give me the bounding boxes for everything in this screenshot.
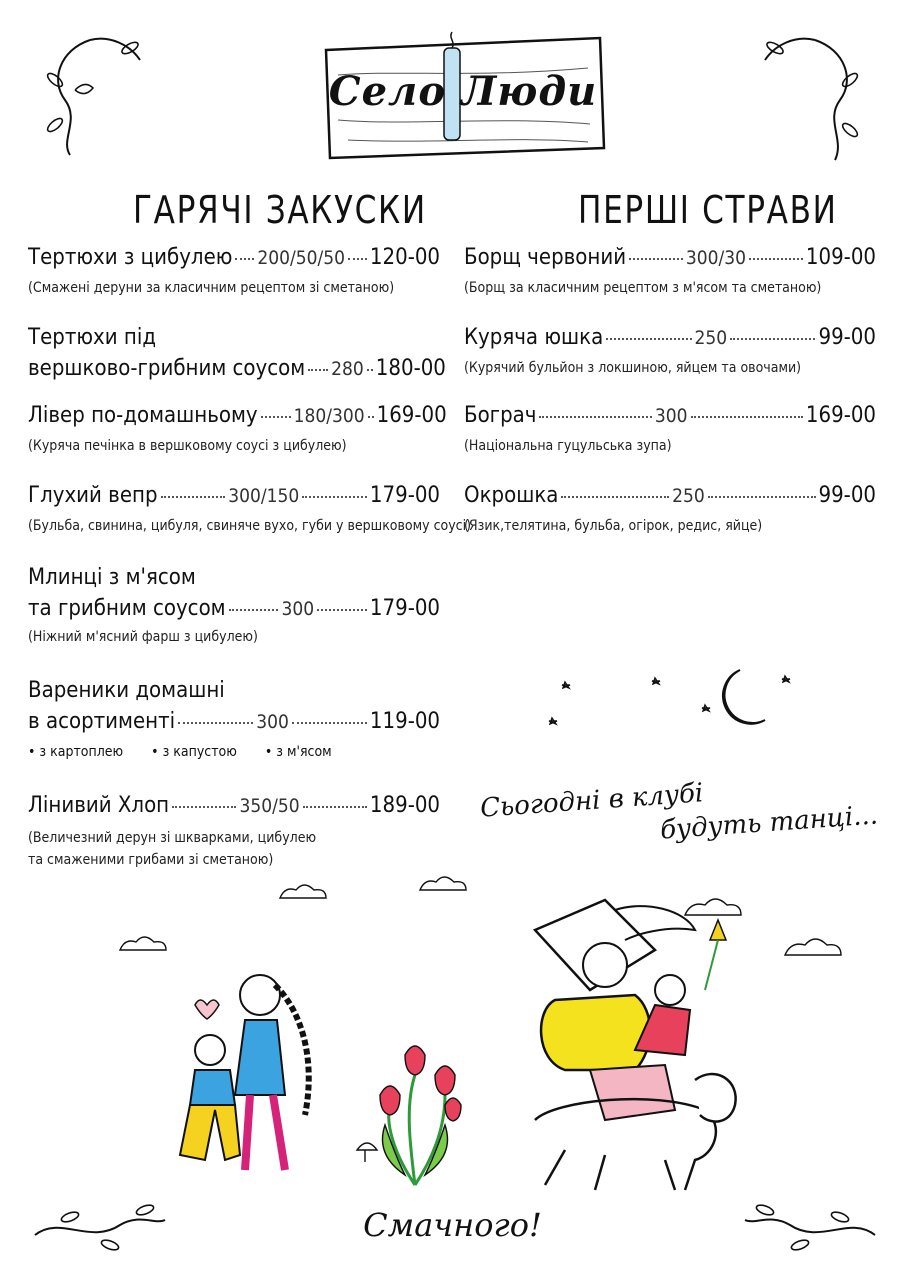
- item-description: (Бульба, свинина, цибуля, свиняче вухо, губи у вершковому соусі): [28, 518, 472, 534]
- moon-stars-illustration: [540, 660, 800, 740]
- menu-item-tertyukhy-onion: [28, 245, 440, 296]
- item-weight: 350/50: [239, 795, 300, 817]
- section-title-hot-appetizers: ГАРЯЧІ ЗАКУСКИ: [133, 188, 427, 232]
- item-description-line2: та смаженими грибами зі сметаною): [28, 852, 274, 868]
- item-price: 99-00: [818, 483, 877, 508]
- vine-ornament-top-left: [30, 30, 150, 160]
- item-name-line1: Вареники домашні: [28, 678, 225, 703]
- item-name: Лівер по-домашньому: [28, 403, 258, 428]
- menu-item-glukhyi-vepr: [28, 483, 472, 534]
- item-price: 180-00: [375, 356, 446, 381]
- menu-item-mlyntsi: [28, 565, 440, 645]
- dot-leader: [749, 258, 803, 260]
- item-description: (Курячий бульйон з локшиною, яйцем та овочами): [464, 360, 802, 376]
- dot-leader: [606, 338, 691, 340]
- menu-item-tertyukhy-sauce: [28, 325, 446, 381]
- menu-item-liver: [28, 403, 447, 454]
- section-title-first-courses: ПЕРШІ СТРАВИ: [578, 188, 838, 232]
- item-weight: 300: [256, 711, 289, 733]
- item-description: (Язик,телятина, бульба, огірок, редис, яйце): [464, 518, 763, 534]
- item-name: Борщ червоний: [464, 245, 627, 270]
- item-price: 189-00: [369, 793, 441, 818]
- menu-item-lynyvyi-khlop: [28, 793, 440, 868]
- kozak-on-horse-illustration: [495, 880, 755, 1195]
- item-weight: 250: [694, 327, 728, 349]
- tulips-illustration: [345, 1035, 485, 1195]
- menu-item-okroshka: [464, 483, 876, 534]
- item-description: (Ніжний м'ясний фарш з цибулею): [28, 629, 258, 645]
- dot-leader: [539, 416, 651, 418]
- item-price: 169-00: [805, 403, 877, 428]
- item-description: (Куряча печінка в вершковому соусі з цибулею): [28, 438, 347, 454]
- item-name: Глухий вепр: [28, 483, 158, 508]
- item-name: та грибним соусом: [28, 596, 226, 621]
- option-cabbage: • з капустою: [151, 744, 237, 760]
- option-potato: • з картоплею: [28, 744, 124, 760]
- item-price: 169-00: [376, 403, 447, 428]
- dot-leader: [292, 722, 367, 724]
- item-price: 120-00: [369, 245, 441, 270]
- item-name-line1: Млинці з м'ясом: [28, 565, 196, 590]
- item-weight: 280: [331, 358, 364, 380]
- item-price: 179-00: [369, 483, 441, 508]
- item-weight: 200/50/50: [257, 247, 345, 269]
- dot-leader: [317, 609, 367, 611]
- dot-leader: [302, 496, 367, 498]
- slogan-line2: будуть танці...: [659, 800, 879, 846]
- dot-leader: [348, 258, 367, 260]
- dot-leader: [229, 609, 279, 611]
- menu-item-kuriacha-yushka: [464, 325, 876, 376]
- item-description: (Смажені деруни за класичним рецептом зі сметаною): [28, 280, 395, 296]
- dot-leader: [235, 258, 254, 260]
- dot-leader: [303, 806, 367, 808]
- logo-text: Село Люди: [328, 68, 598, 115]
- item-weight: 300: [281, 598, 315, 620]
- item-weight: 300: [654, 405, 688, 427]
- menu-item-varenyky: [28, 678, 440, 760]
- dot-leader: [178, 722, 253, 724]
- dot-leader: [161, 496, 226, 498]
- item-name: Тертюхи з цибулею: [28, 245, 233, 270]
- dot-leader: [561, 496, 669, 498]
- dot-leader: [629, 258, 683, 260]
- item-name: в асортименті: [28, 709, 176, 734]
- item-name: Куряча юшка: [464, 325, 604, 350]
- item-weight: 180/300: [293, 405, 365, 427]
- item-name: Лінивий Хлоп: [28, 793, 170, 818]
- item-weight: 250: [672, 485, 705, 507]
- option-meat: • з м'ясом: [264, 744, 332, 760]
- item-name: Окрошка: [464, 483, 559, 508]
- dot-leader: [308, 369, 328, 371]
- item-weight: 300/150: [228, 485, 300, 507]
- menu-item-borshch: [464, 245, 876, 296]
- item-price: 99-00: [818, 325, 876, 350]
- item-name-line1: Тертюхи під: [28, 325, 157, 350]
- item-weight: 300/30: [685, 247, 747, 269]
- dot-leader: [367, 369, 373, 371]
- vine-ornament-top-right: [755, 30, 875, 170]
- dot-leader: [172, 806, 236, 808]
- logo: [318, 30, 608, 165]
- dot-leader: [691, 416, 803, 418]
- slogan-line1: Сьогодні в клубі: [479, 778, 705, 824]
- item-price: 179-00: [369, 596, 441, 621]
- item-price: 119-00: [369, 709, 441, 734]
- dot-leader: [708, 496, 816, 498]
- dancing-couple-illustration: [165, 955, 345, 1190]
- item-name: вершково-грибним соусом: [28, 356, 306, 381]
- dot-leader: [730, 338, 815, 340]
- item-description: (Національна гуцульська зупа): [464, 438, 672, 454]
- filling-options: [28, 744, 440, 760]
- item-description: (Борщ за класичним рецептом з м'ясом та сметаною): [464, 280, 822, 296]
- item-name: Бограч: [464, 403, 537, 428]
- item-price: 109-00: [805, 245, 876, 270]
- dot-leader: [368, 416, 374, 418]
- footer-bon-appetit: Смачного!: [363, 1206, 542, 1244]
- dot-leader: [261, 416, 291, 418]
- item-description: (Величезний дерун зі шкварками, цибулею: [28, 830, 317, 846]
- menu-item-bograch: [464, 403, 876, 454]
